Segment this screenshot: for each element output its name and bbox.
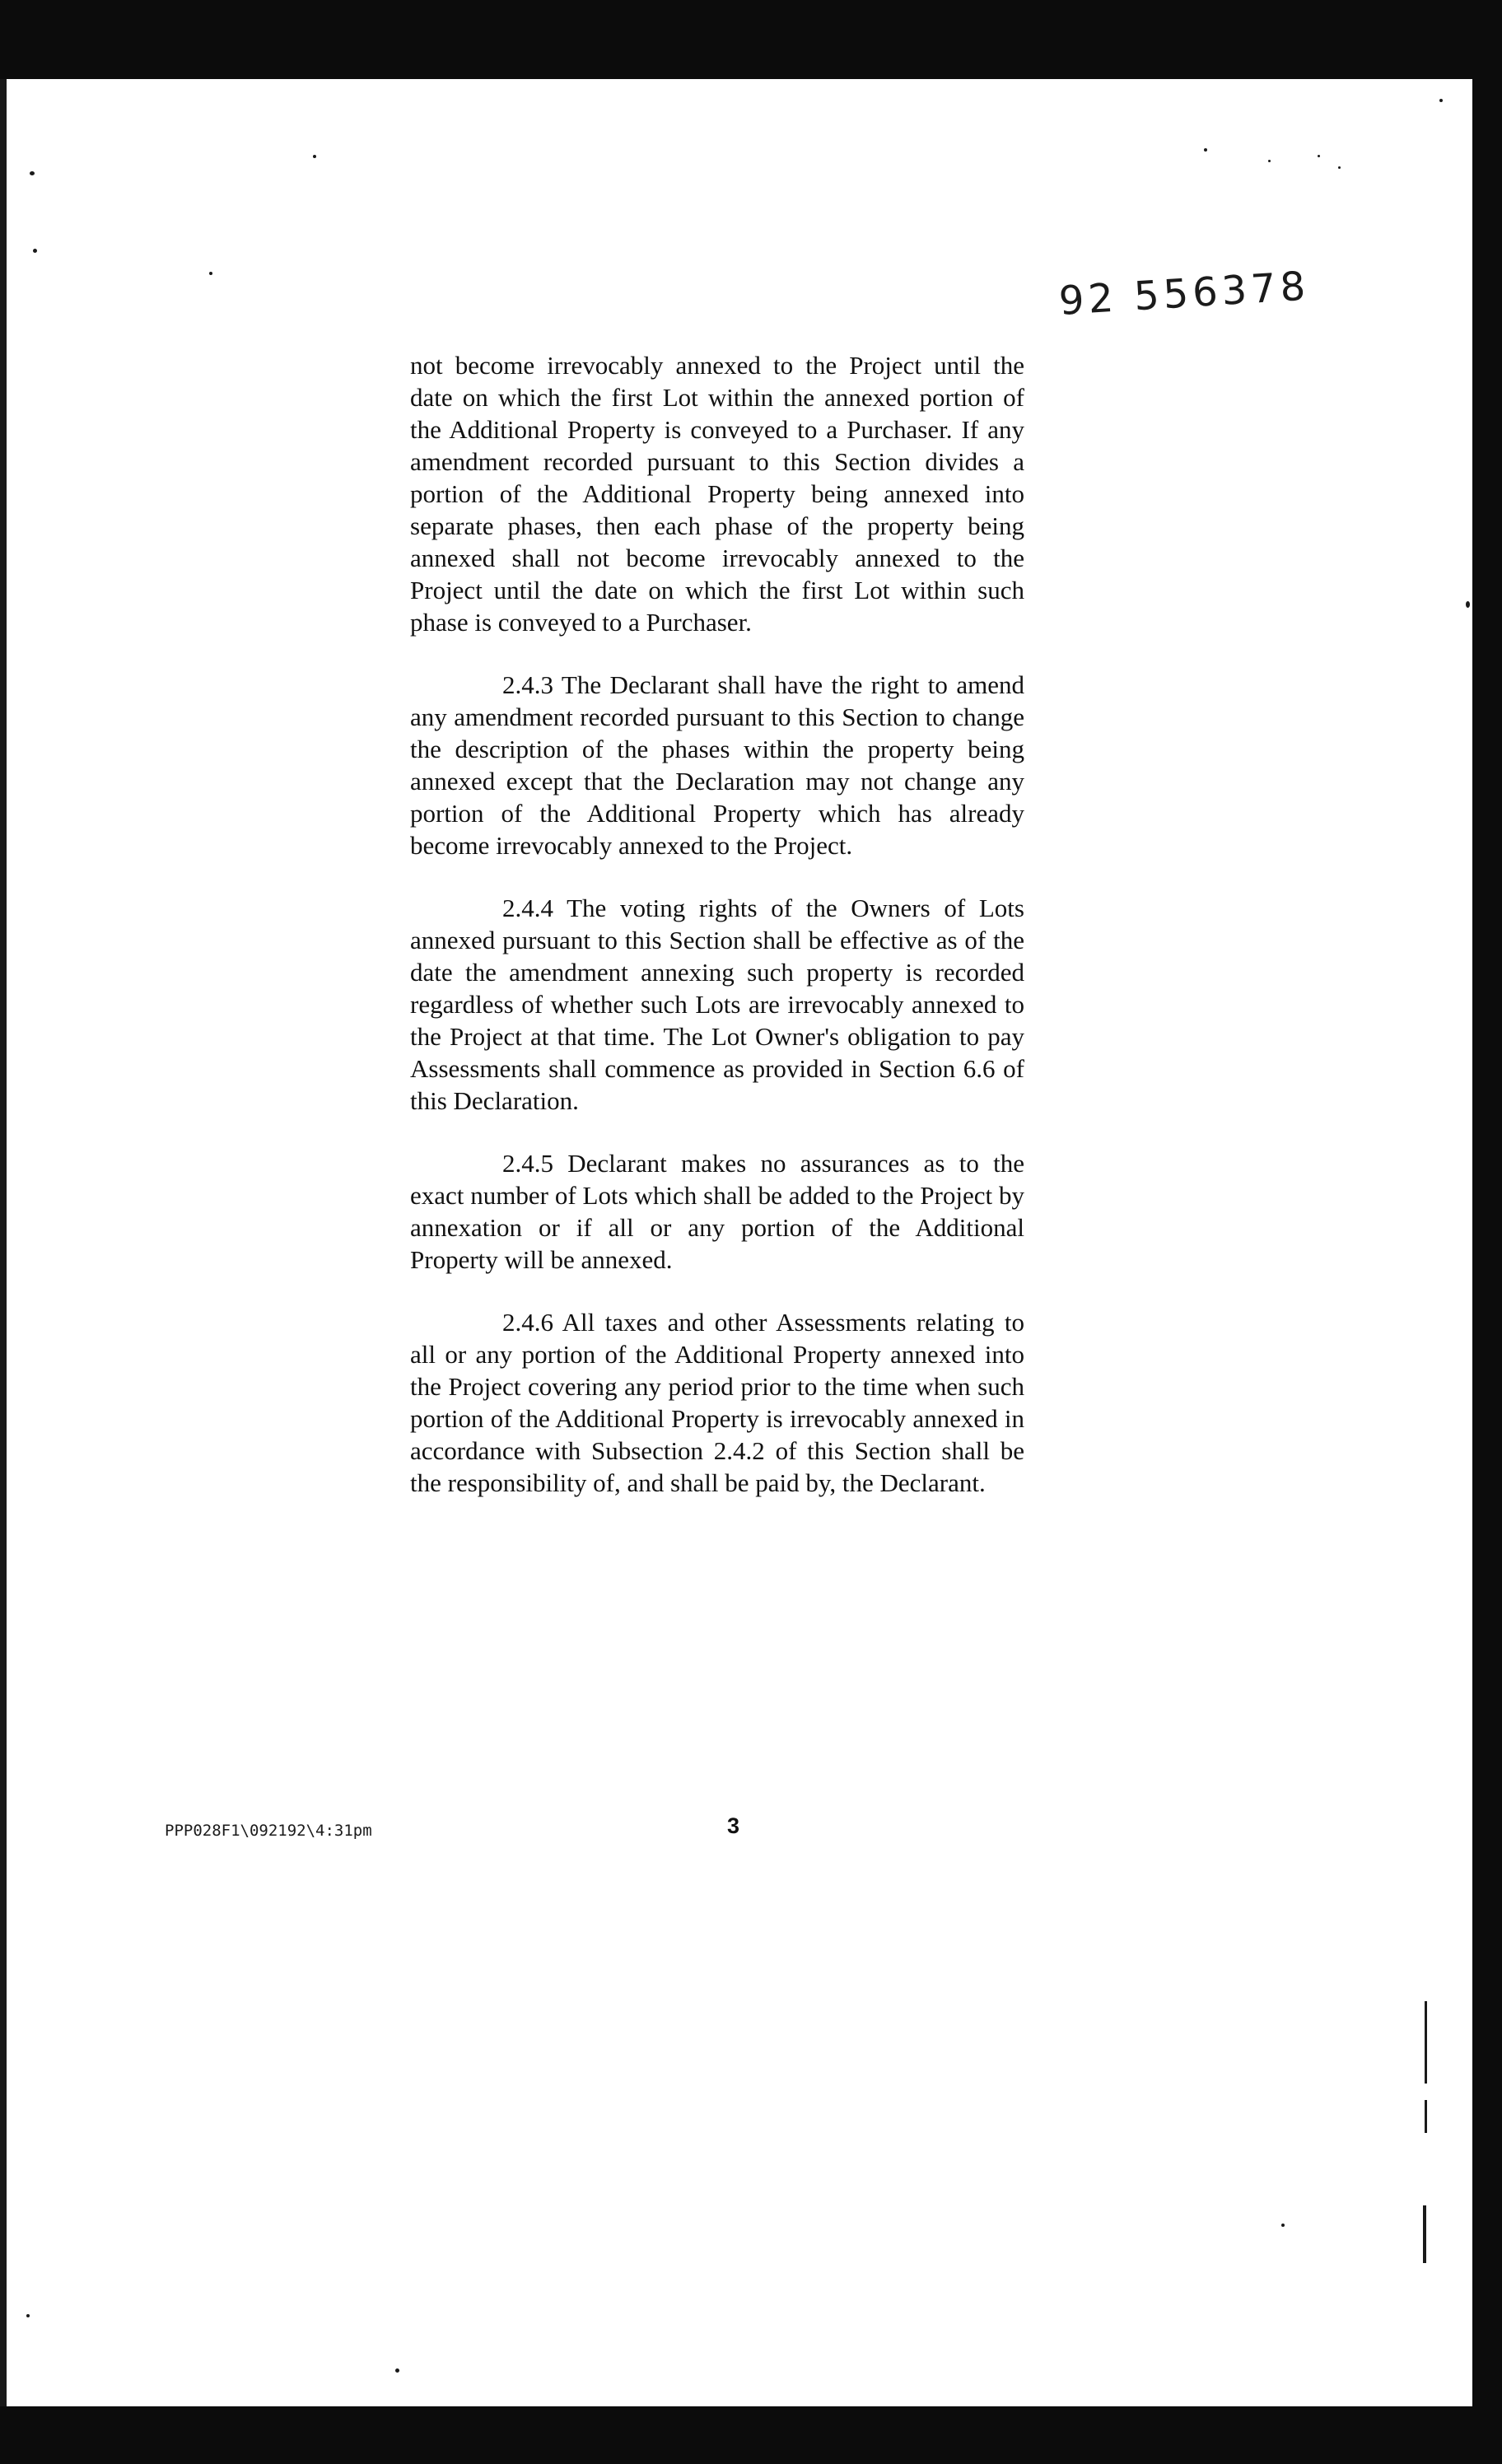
scan-border-top	[0, 0, 1502, 79]
paragraph-2-4-4	[410, 892, 1024, 1117]
section-number: 2.4.5	[502, 1149, 553, 1178]
scan-speck	[1268, 160, 1271, 162]
paragraph-text: The Declarant shall have the right to amend any amendment recorded pursuant to this Section to change the description of the phases within the property being annexed except that the Declaration may not change any portion of the Additional Property which has already become irrevocably annexed to the Project.	[410, 670, 1024, 860]
scan-streak	[1425, 2001, 1427, 2084]
section-number: 2.4.4	[502, 894, 553, 922]
scan-border-bottom	[0, 2406, 1502, 2464]
scan-speck	[1439, 99, 1443, 102]
scan-speck	[30, 171, 35, 175]
paragraph-text: not become irrevocably annexed to the Project until the date on which the first Lot within the annexed portion of the Additional Property is conveyed to a Purchaser. If any amendment recorded pursuant to this Section divides a portion of the Additional Property being annexed into separate phases, then each phase of the property being annexed shall not become irrevocably annexed to the Project until the date on which the first Lot within such phase is conveyed to a Purchaser.	[410, 351, 1024, 637]
scan-speck	[1204, 148, 1207, 152]
scan-border-right	[1472, 0, 1502, 2464]
scan-speck	[313, 155, 316, 158]
recording-number: 92 556378	[1057, 263, 1311, 324]
scan-border-left	[0, 79, 7, 2406]
paragraph-text: All taxes and other Assessments relating to all or any portion of the Additional Property annexed into the Project covering any period prior to the time when such portion of the Additional Property is irrevocably annexed in accordance with Subsection 2.4.2 of this Section shall be the responsibility of, and shall be paid by, the Declarant.	[410, 1308, 1024, 1497]
scan-streak	[1423, 2205, 1426, 2263]
scan-speck	[1466, 601, 1470, 608]
scan-speck	[209, 272, 212, 275]
scan-speck	[1338, 166, 1341, 169]
scan-streak	[1425, 2100, 1427, 2133]
file-reference-code: PPP028F1\092192\4:31pm	[165, 1822, 372, 1840]
scan-speck	[1318, 155, 1320, 157]
paragraph-2-4-5	[410, 1147, 1024, 1276]
paragraph-text: The voting rights of the Owners of Lots annexed pursuant to this Section shall be effective as of the date the amendment annexing such property is recorded regardless of whether such Lots are irrevocably annexed to the Project at that time. The Lot Owner's obligation to pay Assessments shall commence as provided in Section 6.6 of this Declaration.	[410, 894, 1024, 1115]
page-number: 3	[727, 1813, 740, 1838]
scan-speck	[33, 249, 37, 253]
paragraph-text: Declarant makes no assurances as to the exact number of Lots which shall be added to the Project by annexation or if all or any portion of the Additional Property will be annexed.	[410, 1149, 1024, 1274]
section-number: 2.4.3	[502, 670, 553, 699]
scan-speck	[26, 2314, 30, 2317]
document-body	[410, 349, 1024, 1529]
paragraph-2-4-6	[410, 1306, 1024, 1499]
scan-speck	[1281, 2224, 1285, 2227]
paragraph-2-4-3	[410, 669, 1024, 861]
section-number: 2.4.6	[502, 1308, 553, 1337]
scan-speck	[395, 2368, 399, 2373]
paragraph-continuation	[410, 349, 1024, 638]
